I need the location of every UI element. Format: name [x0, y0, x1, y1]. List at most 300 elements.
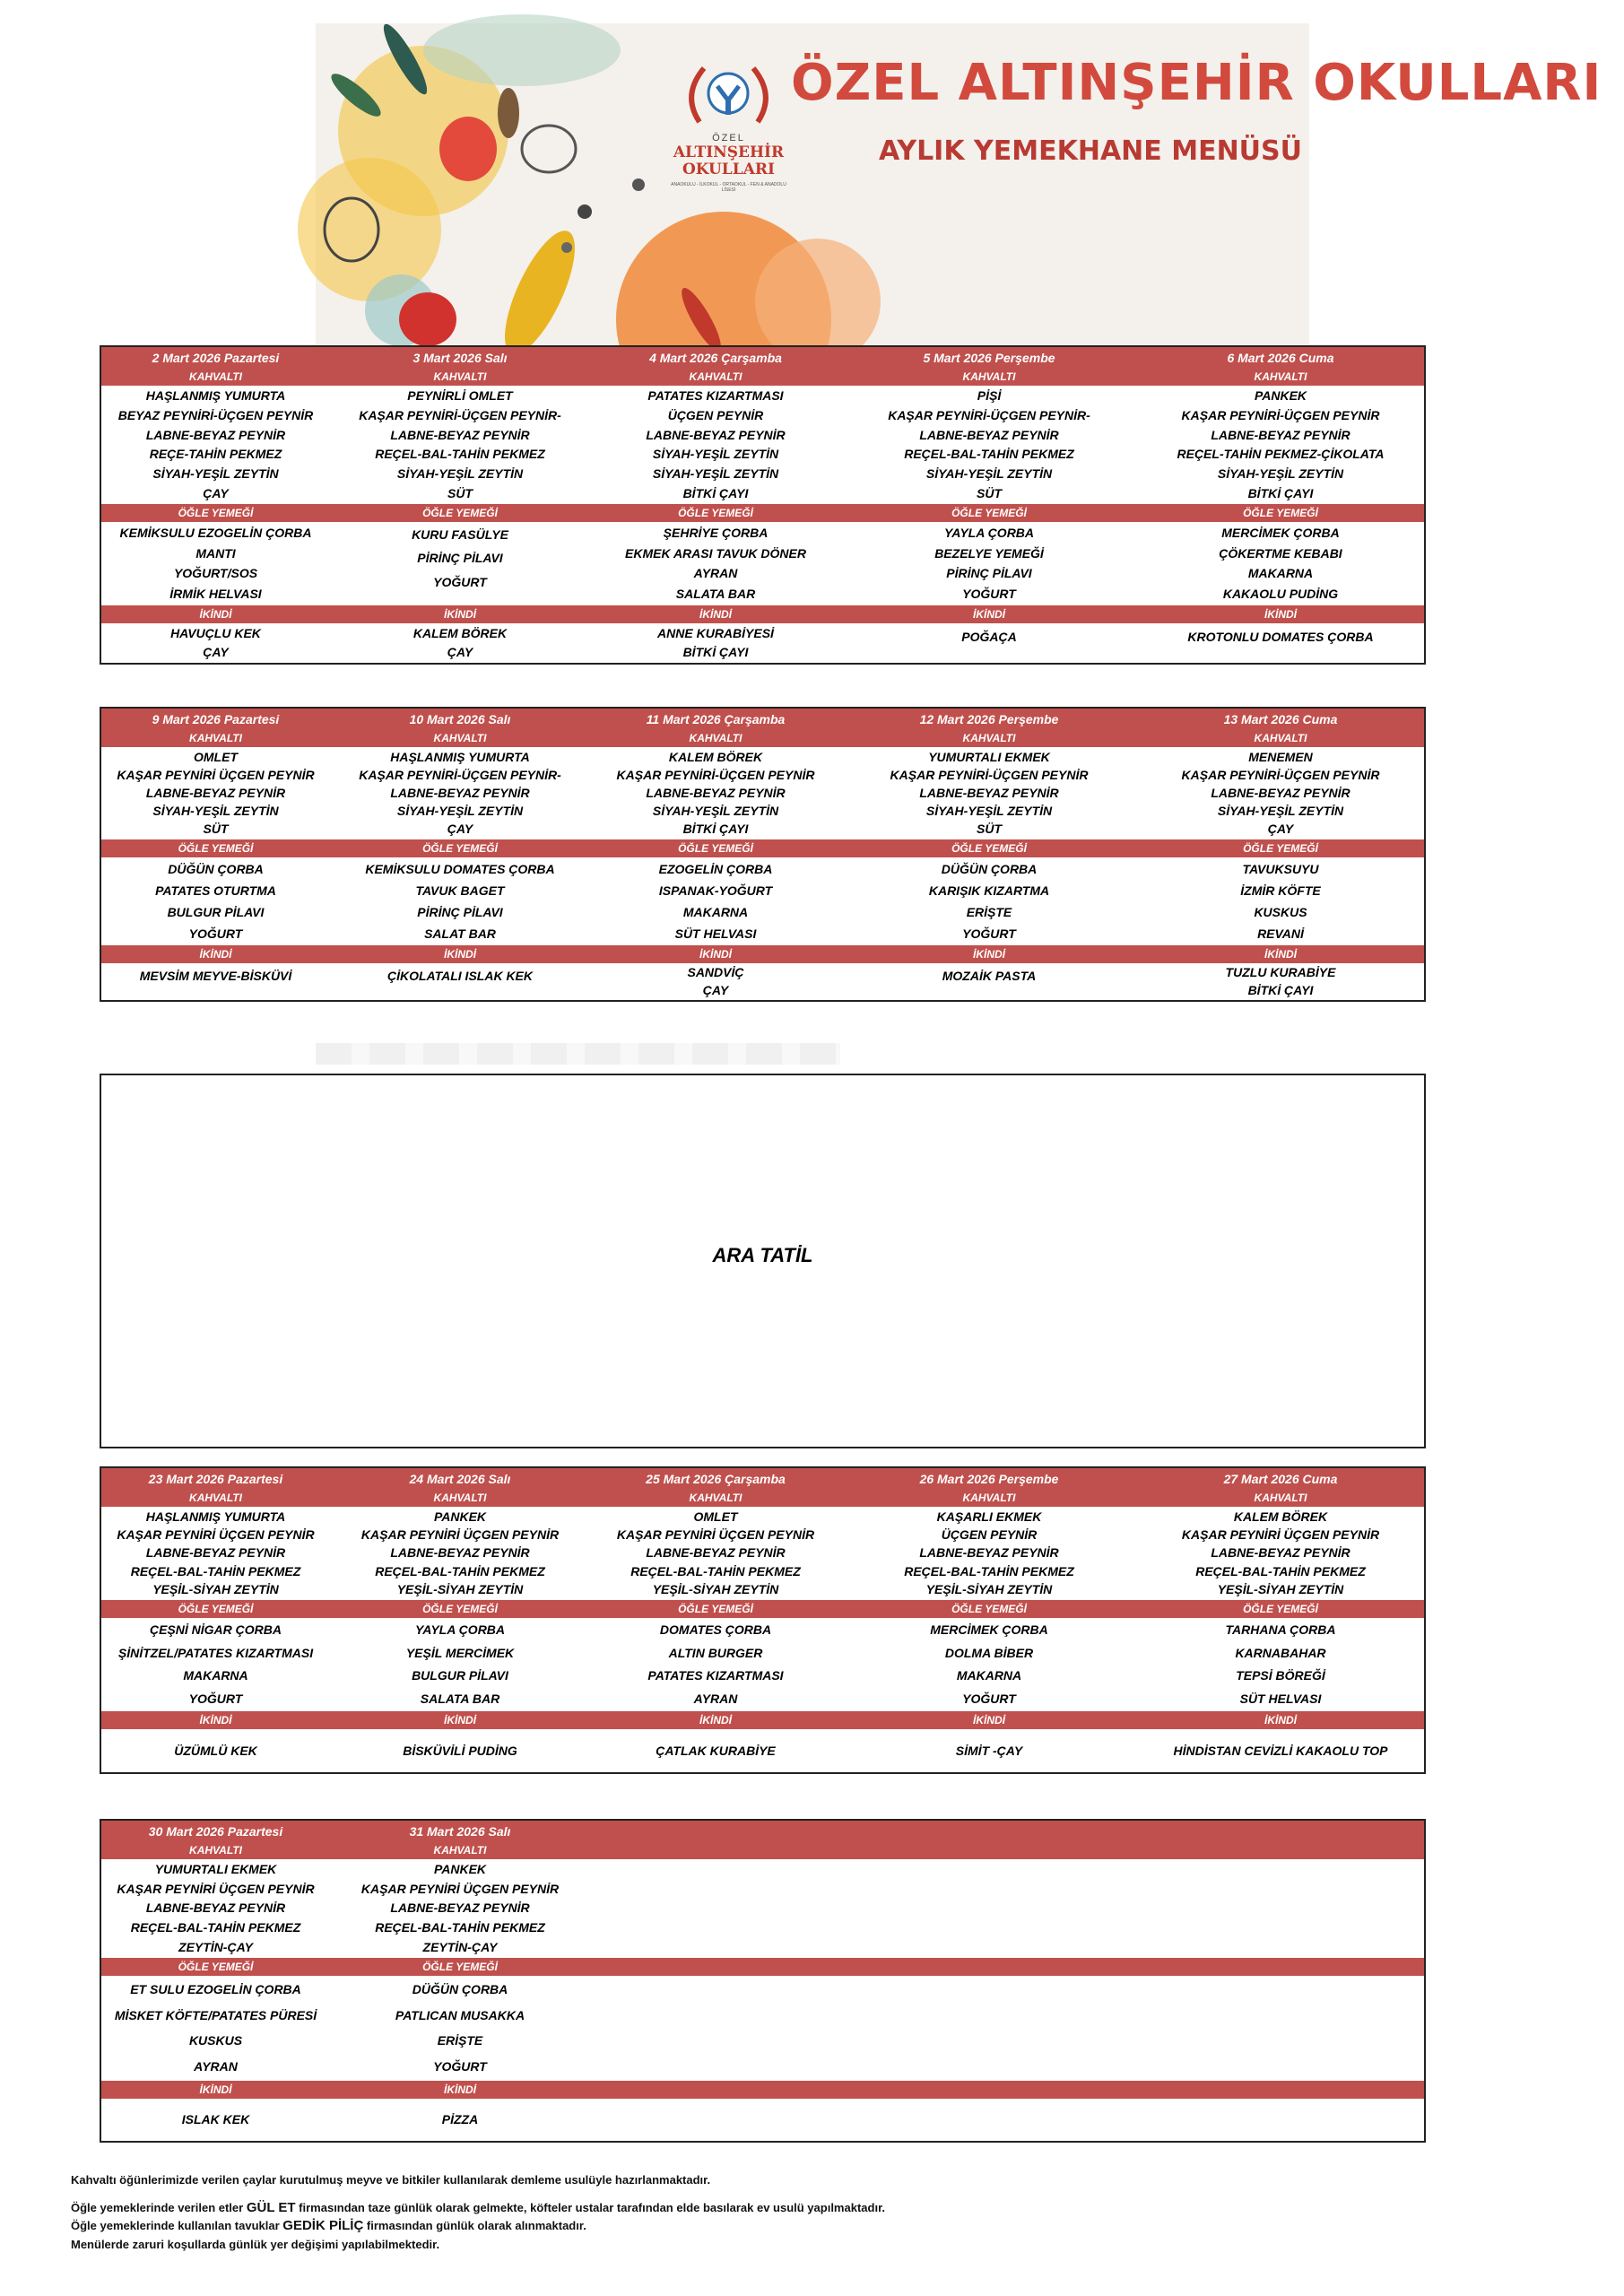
- menu-item: REÇEL-BAL-TAHİN PEKMEZ: [904, 447, 1074, 462]
- menu-item: ÇEŞNİ NİGAR ÇORBA: [149, 1622, 282, 1638]
- meal-header-lunch: ÖĞLE YEMEĞİ: [590, 1600, 841, 1618]
- menu-item: PANKEK: [433, 1509, 487, 1524]
- day-header: [590, 1821, 841, 1842]
- holiday-label: ARA TATİL: [712, 1244, 813, 1266]
- menu-item: REÇEL-BAL-TAHİN PEKMEZ: [375, 1563, 545, 1578]
- meal-cell-snack: [1137, 963, 1424, 1000]
- day-header: 30 Mart 2026 Pazartesi: [101, 1821, 330, 1842]
- menu-item: SİYAH-YEŞİL ZEYTİN: [1217, 804, 1344, 819]
- meal-cell-snack: [1137, 1729, 1424, 1772]
- logo-line1: ALTINŞEHİR: [673, 144, 785, 161]
- menu-item: ERİŞTE: [966, 904, 1012, 919]
- menu-item: MAKARNA: [183, 1668, 248, 1683]
- menu-item: EKMEK ARASI TAVUK DÖNER: [625, 545, 806, 561]
- week-grid: [101, 347, 1424, 663]
- menu-item: MERCİMEK ÇORBA: [930, 1622, 1048, 1638]
- menu-item: KAŞAR PEYNİRİ-ÜÇGEN PEYNİR: [616, 767, 815, 782]
- menu-item: MAKARNA: [956, 1668, 1022, 1683]
- meal-cell-breakfast: [330, 1859, 590, 1958]
- meal-cell-breakfast: [1137, 747, 1424, 839]
- menu-item: ZEYTİN-ÇAY: [422, 1939, 498, 1954]
- meal-header-lunch: ÖĞLE YEMEĞİ: [1137, 1600, 1424, 1618]
- menu-item: KAŞAR PEYNİRİ ÜÇGEN PEYNİR: [117, 1881, 315, 1896]
- menu-item: KAŞAR PEYNİRİ-ÜÇGEN PEYNİR: [1181, 407, 1380, 422]
- meal-cell-lunch: [1137, 522, 1424, 605]
- menu-item: LABNE-BEYAZ PEYNİR: [1211, 427, 1350, 442]
- menu-item: SALAT BAR: [424, 926, 496, 941]
- menu-item: HİNDİSTAN CEVİZLİ KAKAOLU TOP: [1173, 1743, 1388, 1758]
- menu-item: OMLET: [194, 749, 238, 764]
- meal-cell-snack: [101, 1729, 330, 1772]
- meal-header-breakfast: KAHVALTI: [1137, 1490, 1424, 1507]
- meal-header-snack: İKİNDİ: [330, 2081, 590, 2099]
- menu-item: SÜT: [447, 485, 473, 500]
- week-grid: [101, 1821, 1424, 2141]
- menu-item: PİRİNÇ PİLAVI: [417, 904, 503, 919]
- menu-item: SİYAH-YEŞİL ZEYTİN: [1217, 465, 1344, 481]
- menu-item: ISPANAK-YOĞURT: [658, 883, 773, 898]
- menu-item: LABNE-BEYAZ PEYNİR: [646, 785, 786, 800]
- meal-cell-breakfast: [101, 747, 330, 839]
- menu-item: KROTONLU DOMATES ÇORBA: [1187, 629, 1374, 644]
- meal-cell-breakfast: [101, 1507, 330, 1600]
- meal-cell-breakfast: [330, 1507, 590, 1600]
- day-header: 11 Mart 2026 Çarşamba: [590, 709, 841, 730]
- menu-item: PATATES OTURTMA: [155, 883, 276, 898]
- meal-header-breakfast: KAHVALTI: [101, 730, 330, 747]
- menu-item: SÜT HELVASI: [1239, 1691, 1322, 1706]
- meal-header-lunch: ÖĞLE YEMEĞİ: [101, 504, 330, 522]
- logo-tagline: ANAOKULU - İLKOKUL - ORTAOKUL - FEN & ANADOLU LİSESİ: [671, 182, 786, 193]
- meal-cell-lunch: [841, 522, 1137, 605]
- note-meat: Öğle yemeklerinde verilen etler GÜL ET firmasından taze günlük olarak gelmekte, köfteler ustalar tarafından elde basılarak ev usulü yapılmaktadır.: [71, 2200, 886, 2215]
- menu-item: LABNE-BEYAZ PEYNİR: [919, 427, 1059, 442]
- menu-item: MERCİMEK ÇORBA: [1221, 525, 1340, 540]
- meal-cell-breakfast: [841, 1507, 1137, 1600]
- menu-item: YOĞURT/SOS: [173, 566, 258, 581]
- meal-cell-lunch: [330, 857, 590, 945]
- meal-cell-breakfast: [1137, 1859, 1424, 1958]
- menu-item: YAYLA ÇORBA: [943, 525, 1035, 540]
- menu-item: LABNE-BEYAZ PEYNİR: [145, 785, 286, 800]
- menu-item: LABNE-BEYAZ PEYNİR: [390, 1900, 530, 1916]
- menu-item: PİZZA: [441, 2112, 479, 2126]
- day-header: 10 Mart 2026 Salı: [330, 709, 590, 730]
- menu-item: ÇAY: [1267, 822, 1294, 837]
- menu-item: REÇE-TAHİN PEKMEZ: [149, 447, 282, 462]
- menu-item: TARHANA ÇORBA: [1225, 1622, 1336, 1638]
- menu-item: DÜĞÜN ÇORBA: [168, 861, 264, 876]
- menu-item: ZEYTİN-ÇAY: [178, 1939, 253, 1954]
- menu-item: PİRİNÇ PİLAVI: [946, 566, 1032, 581]
- meal-header-breakfast: KAHVALTI: [330, 1842, 590, 1859]
- week-grid: [101, 709, 1424, 1000]
- meal-header-lunch: ÖĞLE YEMEĞİ: [1137, 839, 1424, 857]
- meal-cell-breakfast: [841, 1859, 1137, 1958]
- meal-header-lunch: ÖĞLE YEMEĞİ: [101, 1600, 330, 1618]
- meal-header-snack: İKİNDİ: [841, 1711, 1137, 1729]
- menu-item: KAŞAR PEYNİRİ-ÜÇGEN PEYNİR: [1181, 767, 1380, 782]
- meal-header-breakfast: KAHVALTI: [590, 1490, 841, 1507]
- menu-item: BİTKİ ÇAYI: [682, 645, 749, 659]
- meal-header-lunch: ÖĞLE YEMEĞİ: [101, 839, 330, 857]
- meal-cell-lunch: [101, 1618, 330, 1711]
- meal-cell-snack: [841, 623, 1137, 663]
- menu-item: REÇEL-BAL-TAHİN PEKMEZ: [630, 1563, 801, 1578]
- menu-item: KALEM BÖREK: [1233, 1509, 1328, 1524]
- menu-item: LABNE-BEYAZ PEYNİR: [390, 785, 530, 800]
- menu-item: REVANİ: [1257, 926, 1304, 941]
- meal-header-breakfast: KAHVALTI: [330, 1490, 590, 1507]
- week-table-1: [100, 345, 1426, 665]
- meal-cell-lunch: [841, 1976, 1137, 2081]
- menu-item: KARIŞIK KIZARTMA: [928, 883, 1050, 898]
- meal-cell-snack: [1137, 2099, 1424, 2141]
- day-header: 23 Mart 2026 Pazartesi: [101, 1468, 330, 1490]
- menu-item: AYRAN: [693, 566, 738, 581]
- meal-cell-lunch: [590, 522, 841, 605]
- meal-header-snack: [590, 2081, 841, 2099]
- meal-header-lunch: ÖĞLE YEMEĞİ: [841, 1600, 1137, 1618]
- menu-item: YEŞİL-SİYAH ZEYTİN: [925, 1582, 1053, 1597]
- menu-item: LABNE-BEYAZ PEYNİR: [1211, 1545, 1350, 1561]
- meal-cell-lunch: [590, 1618, 841, 1711]
- meal-header-lunch: [590, 1958, 841, 1976]
- menu-item: SÜT: [977, 822, 1002, 837]
- meal-header-snack: İKİNDİ: [841, 605, 1137, 623]
- meal-header-snack: [841, 2081, 1137, 2099]
- meal-header-snack: İKİNDİ: [590, 1711, 841, 1729]
- day-header: [1137, 1821, 1424, 1842]
- menu-item: AYRAN: [693, 1691, 738, 1706]
- meal-header-breakfast: KAHVALTI: [101, 1490, 330, 1507]
- menu-item: KAŞAR PEYNİRİ ÜÇGEN PEYNİR: [117, 767, 315, 782]
- meal-header-snack: İKİNDİ: [101, 945, 330, 963]
- meal-cell-breakfast: [101, 386, 330, 504]
- meal-cell-snack: [101, 623, 330, 663]
- meal-cell-lunch: [841, 1618, 1137, 1711]
- meal-header-snack: İKİNDİ: [590, 605, 841, 623]
- meal-cell-lunch: [1137, 1976, 1424, 2081]
- menu-item: YEŞİL-SİYAH ZEYTİN: [152, 1582, 279, 1597]
- menu-item: REÇEL-BAL-TAHİN PEKMEZ: [130, 1920, 301, 1935]
- menu-item: PATATES KIZARTMASI: [647, 1668, 784, 1683]
- meal-cell-lunch: [101, 857, 330, 945]
- meal-header-snack: İKİNDİ: [841, 945, 1137, 963]
- menu-item: ÇAY: [702, 982, 729, 997]
- menu-item: KEMİKSULU EZOGELİN ÇORBA: [119, 525, 312, 540]
- day-header: 9 Mart 2026 Pazartesi: [101, 709, 330, 730]
- menu-item: PANKEK: [433, 1862, 487, 1877]
- meal-cell-breakfast: [590, 386, 841, 504]
- menu-title: AYLIK YEMEKHANE MENÜSÜ: [879, 135, 1303, 167]
- meal-header-breakfast: KAHVALTI: [101, 1842, 330, 1859]
- meal-cell-snack: [101, 963, 330, 1000]
- menu-item: KAŞAR PEYNİRİ-ÜÇGEN PEYNİR: [890, 767, 1089, 782]
- meal-cell-lunch: [1137, 1618, 1424, 1711]
- menu-item: ŞİNİTZEL/PATATES KIZARTMASI: [117, 1645, 314, 1660]
- menu-item: ÇÖKERTME KEBABI: [1219, 545, 1342, 561]
- menu-item: YEŞİL-SİYAH ZEYTİN: [1217, 1582, 1344, 1597]
- menu-item: PİŞİ: [977, 388, 1002, 404]
- menu-item: MOZAİK PASTA: [942, 969, 1037, 983]
- menu-item: KALEM BÖREK: [413, 626, 508, 640]
- menu-item: MAKARNA: [682, 904, 749, 919]
- menu-item: YAYLA ÇORBA: [414, 1622, 506, 1638]
- meal-cell-snack: [330, 2099, 590, 2141]
- meal-cell-lunch: [590, 1976, 841, 2081]
- meal-cell-lunch: [1137, 857, 1424, 945]
- menu-item: YUMURTALI EKMEK: [154, 1862, 277, 1877]
- menu-item: ÜÇGEN PEYNİR: [667, 407, 764, 422]
- menu-item: KARNABAHAR: [1235, 1645, 1326, 1660]
- menu-item: SİYAH-YEŞİL ZEYTİN: [652, 447, 779, 462]
- meal-cell-snack: [590, 1729, 841, 1772]
- meal-header-breakfast: KAHVALTI: [841, 730, 1137, 747]
- day-header: 6 Mart 2026 Cuma: [1137, 347, 1424, 369]
- meal-header-breakfast: KAHVALTI: [330, 730, 590, 747]
- meal-cell-breakfast: [590, 747, 841, 839]
- menu-item: YEŞİL-SİYAH ZEYTİN: [396, 1582, 524, 1597]
- menu-item: KAŞAR PEYNİRİ ÜÇGEN PEYNİR: [360, 1881, 560, 1896]
- day-header: 4 Mart 2026 Çarşamba: [590, 347, 841, 369]
- note-changes: Menülerde zaruri koşullarda günlük yer değişimi yapılabilmektedir.: [71, 2238, 440, 2251]
- meal-cell-snack: [841, 1729, 1137, 1772]
- meal-cell-snack: [841, 2099, 1137, 2141]
- meal-cell-breakfast: [1137, 386, 1424, 504]
- menu-item: DÜĞÜN ÇORBA: [941, 861, 1038, 876]
- menu-item: LABNE-BEYAZ PEYNİR: [145, 1900, 286, 1916]
- week-table-2: [100, 707, 1426, 1002]
- meal-header-snack: İKİNDİ: [101, 1711, 330, 1729]
- meal-cell-snack: [330, 1729, 590, 1772]
- meal-cell-breakfast: [590, 1859, 841, 1958]
- menu-item: TAVUKSUYU: [1242, 861, 1319, 876]
- menu-item: EZOGELİN ÇORBA: [658, 861, 773, 876]
- menu-item: LABNE-BEYAZ PEYNİR: [646, 1545, 786, 1561]
- meal-cell-lunch: [590, 857, 841, 945]
- menu-item: HAŞLANMIŞ YUMURTA: [145, 388, 286, 404]
- day-header: 5 Mart 2026 Perşembe: [841, 347, 1137, 369]
- week-table-4: [100, 1819, 1426, 2143]
- menu-item: YOĞURT: [433, 2059, 487, 2074]
- meal-cell-lunch: [101, 1976, 330, 2081]
- menu-item: ÜZÜMLÜ KEK: [174, 1743, 257, 1758]
- note-chicken: Öğle yemeklerinde kullanılan tavuklar GEDİK PİLİÇ firmasından günlük olarak alınmaktadır.: [71, 2218, 586, 2233]
- meal-header-snack: İKİNDİ: [1137, 945, 1424, 963]
- menu-item: LABNE-BEYAZ PEYNİR: [390, 1545, 530, 1561]
- menu-item: AYRAN: [194, 2059, 238, 2074]
- menu-item: REÇEL-BAL-TAHİN PEKMEZ: [904, 1563, 1074, 1578]
- meal-header-lunch: ÖĞLE YEMEĞİ: [590, 839, 841, 857]
- day-header: 25 Mart 2026 Çarşamba: [590, 1468, 841, 1490]
- menu-item: KALEM BÖREK: [668, 749, 763, 764]
- meal-cell-snack: [330, 963, 590, 1000]
- menu-item: SÜT HELVASI: [674, 926, 757, 941]
- menu-item: BİSKÜVİLİ PUDİNG: [403, 1743, 517, 1758]
- menu-item: YOĞURT: [188, 1691, 243, 1706]
- menu-item: KAŞAR PEYNİRİ-ÜÇGEN PEYNİR-: [359, 767, 561, 782]
- menu-item: YOĞURT: [188, 926, 243, 941]
- menu-item: İZMİR KÖFTE: [1240, 883, 1321, 898]
- meal-cell-breakfast: [330, 747, 590, 839]
- menu-item: SANDVİÇ: [687, 965, 744, 980]
- meal-header-snack: İKİNDİ: [330, 945, 590, 963]
- brand-gul-et: GÜL ET: [246, 2200, 296, 2215]
- menu-item: POĞAÇA: [961, 629, 1017, 644]
- logo-ozel-text: ÖZEL: [712, 133, 745, 144]
- menu-item: SİYAH-YEŞİL ZEYTİN: [396, 465, 524, 481]
- menu-item: KEMİKSULU DOMATES ÇORBA: [365, 861, 555, 876]
- school-name: ÖZEL ALTINŞEHİR OKULLARI: [791, 54, 1602, 112]
- menu-item: MEVSİM MEYVE-BİSKÜVİ: [139, 969, 292, 983]
- menu-item: YUMURTALI EKMEK: [928, 749, 1050, 764]
- menu-item: ÇİKOLATALI ISLAK KEK: [386, 969, 534, 983]
- laurel-logo-icon: [673, 59, 785, 135]
- menu-item: YOĞURT: [962, 587, 1016, 602]
- menu-item: ISLAK KEK: [181, 2112, 250, 2126]
- week-table-3: [100, 1466, 1426, 1774]
- menu-item: DOMATES ÇORBA: [659, 1622, 772, 1638]
- meal-header-breakfast: KAHVALTI: [590, 369, 841, 386]
- menu-item: REÇEL-BAL-TAHİN PEKMEZ: [375, 447, 545, 462]
- day-header: 27 Mart 2026 Cuma: [1137, 1468, 1424, 1490]
- meal-header-lunch: ÖĞLE YEMEĞİ: [330, 839, 590, 857]
- menu-item: BİTKİ ÇAYI: [682, 822, 749, 837]
- menu-item: ALTIN BURGER: [668, 1645, 763, 1660]
- menu-item: YEŞİL MERCİMEK: [405, 1645, 515, 1660]
- menu-item: SİYAH-YEŞİL ZEYTİN: [925, 465, 1053, 481]
- logo-line2: OKULLARI: [682, 161, 775, 178]
- menu-item: TUZLU KURABİYE: [1225, 965, 1336, 980]
- meal-header-breakfast: [841, 1842, 1137, 1859]
- school-logo: [673, 59, 785, 203]
- note-tea: Kahvaltı öğünlerimizde verilen çaylar kurutulmuş meyve ve bitkiler kullanılarak demleme usulüyle hazırlanmaktadır.: [71, 2173, 711, 2187]
- meal-cell-lunch: [101, 522, 330, 605]
- menu-item: SİMİT -ÇAY: [955, 1743, 1023, 1758]
- meal-header-breakfast: [1137, 1842, 1424, 1859]
- menu-item: LABNE-BEYAZ PEYNİR: [390, 427, 530, 442]
- menu-item: KAŞAR PEYNİRİ-ÜÇGEN PEYNİR-: [359, 407, 561, 422]
- meal-cell-lunch: [841, 857, 1137, 945]
- menu-item: ANNE KURABİYESİ: [657, 626, 774, 640]
- menu-item: REÇEL-BAL-TAHİN PEKMEZ: [130, 1563, 301, 1578]
- menu-item: LABNE-BEYAZ PEYNİR: [646, 427, 786, 442]
- menu-item: KAŞAR PEYNİRİ ÜÇGEN PEYNİR: [117, 1527, 315, 1543]
- header-banner: [316, 23, 1602, 346]
- meal-cell-snack: [841, 963, 1137, 1000]
- meal-header-lunch: ÖĞLE YEMEĞİ: [330, 504, 590, 522]
- menu-item: SİYAH-YEŞİL ZEYTİN: [396, 804, 524, 819]
- menu-item: KURU FASÜLYE: [412, 526, 508, 542]
- day-header: 2 Mart 2026 Pazartesi: [101, 347, 330, 369]
- menu-item: SİYAH-YEŞİL ZEYTİN: [652, 804, 779, 819]
- menu-item: PEYNİRLİ OMLET: [407, 388, 513, 404]
- day-header: 31 Mart 2026 Salı: [330, 1821, 590, 1842]
- menu-item: ET SULU EZOGELİN ÇORBA: [130, 1981, 301, 1996]
- menu-item: LABNE-BEYAZ PEYNİR: [145, 1545, 286, 1561]
- menu-item: BİTKİ ÇAYI: [682, 485, 749, 500]
- meal-header-snack: İKİNDİ: [590, 945, 841, 963]
- meal-header-snack: İKİNDİ: [1137, 1711, 1424, 1729]
- meal-header-lunch: ÖĞLE YEMEĞİ: [841, 504, 1137, 522]
- menu-item: DOLMA BİBER: [944, 1645, 1034, 1660]
- menu-item: PANKEK: [1254, 388, 1307, 404]
- menu-item: OMLET: [693, 1509, 738, 1524]
- meal-cell-snack: [590, 623, 841, 663]
- menu-item: KAŞAR PEYNİRİ ÜÇGEN PEYNİR: [1181, 1527, 1380, 1543]
- meal-header-lunch: ÖĞLE YEMEĞİ: [841, 839, 1137, 857]
- day-header: 12 Mart 2026 Perşembe: [841, 709, 1137, 730]
- menu-item: TAVUK BAGET: [415, 883, 505, 898]
- menu-item: DÜĞÜN ÇORBA: [412, 1981, 508, 1996]
- menu-item: SÜT: [203, 822, 229, 837]
- meal-header-snack: [1137, 2081, 1424, 2099]
- meal-cell-snack: [330, 623, 590, 663]
- menu-item: HAŞLANMIŞ YUMURTA: [145, 1509, 286, 1524]
- holiday-block: [100, 1074, 1426, 1448]
- menu-item: LABNE-BEYAZ PEYNİR: [919, 785, 1059, 800]
- day-header: 24 Mart 2026 Salı: [330, 1468, 590, 1490]
- menu-item: REÇEL-BAL-TAHİN PEKMEZ: [375, 1920, 545, 1935]
- menu-item: ÇAY: [203, 485, 229, 500]
- meal-header-breakfast: KAHVALTI: [1137, 369, 1424, 386]
- meal-cell-breakfast: [590, 1507, 841, 1600]
- menu-item: SİYAH-YEŞİL ZEYTİN: [152, 465, 279, 481]
- meal-header-snack: İKİNDİ: [330, 1711, 590, 1729]
- menu-item: LABNE-BEYAZ PEYNİR: [1211, 785, 1350, 800]
- menu-item: BİTKİ ÇAYI: [1247, 485, 1314, 500]
- menu-item: LABNE-BEYAZ PEYNİR: [145, 427, 286, 442]
- day-header: 26 Mart 2026 Perşembe: [841, 1468, 1137, 1490]
- day-header: 13 Mart 2026 Cuma: [1137, 709, 1424, 730]
- menu-item: PİRİNÇ PİLAVI: [417, 551, 503, 566]
- menu-item: SİYAH-YEŞİL ZEYTİN: [652, 465, 779, 481]
- menu-item: KAŞARLI EKMEK: [936, 1509, 1042, 1524]
- menu-item: KUSKUS: [1254, 904, 1307, 919]
- meal-header-breakfast: KAHVALTI: [330, 369, 590, 386]
- menu-item: ÇATLAK KURABİYE: [656, 1743, 776, 1758]
- menu-item: YEŞİL-SİYAH ZEYTİN: [652, 1582, 779, 1597]
- meal-cell-breakfast: [330, 386, 590, 504]
- menu-item: KAŞAR PEYNİRİ ÜÇGEN PEYNİR: [616, 1527, 815, 1543]
- meal-cell-lunch: [330, 1618, 590, 1711]
- meal-header-lunch: ÖĞLE YEMEĞİ: [330, 1600, 590, 1618]
- menu-item: ÇAY: [203, 645, 229, 659]
- meal-header-snack: İKİNDİ: [101, 605, 330, 623]
- menu-item: KAKAOLU PUDİNG: [1222, 587, 1339, 602]
- menu-item: SÜT: [977, 485, 1002, 500]
- menu-item: İRMİK HELVASI: [169, 587, 262, 602]
- menu-item: REÇEL-TAHİN PEKMEZ-ÇİKOLATA: [1177, 447, 1385, 462]
- day-header: [841, 1821, 1137, 1842]
- menu-item: MENEMEN: [1248, 749, 1313, 764]
- meal-header-breakfast: KAHVALTI: [101, 369, 330, 386]
- menu-item: YOĞURT: [433, 574, 487, 589]
- menu-item: ÇAY: [447, 645, 473, 659]
- meal-cell-breakfast: [1137, 1507, 1424, 1600]
- menu-item: BULGUR PİLAVI: [167, 904, 265, 919]
- meal-cell-snack: [590, 963, 841, 1000]
- menu-item: MİSKET KÖFTE/PATATES PÜRESİ: [114, 2007, 317, 2022]
- menu-item: SİYAH-YEŞİL ZEYTİN: [925, 804, 1053, 819]
- meal-header-snack: İKİNDİ: [101, 2081, 330, 2099]
- faded-background-strip: [316, 1043, 840, 1065]
- meal-header-lunch: [1137, 1958, 1424, 1976]
- day-header: 3 Mart 2026 Salı: [330, 347, 590, 369]
- menu-item: HAVUÇLU KEK: [170, 626, 261, 640]
- menu-item: YOĞURT: [962, 926, 1016, 941]
